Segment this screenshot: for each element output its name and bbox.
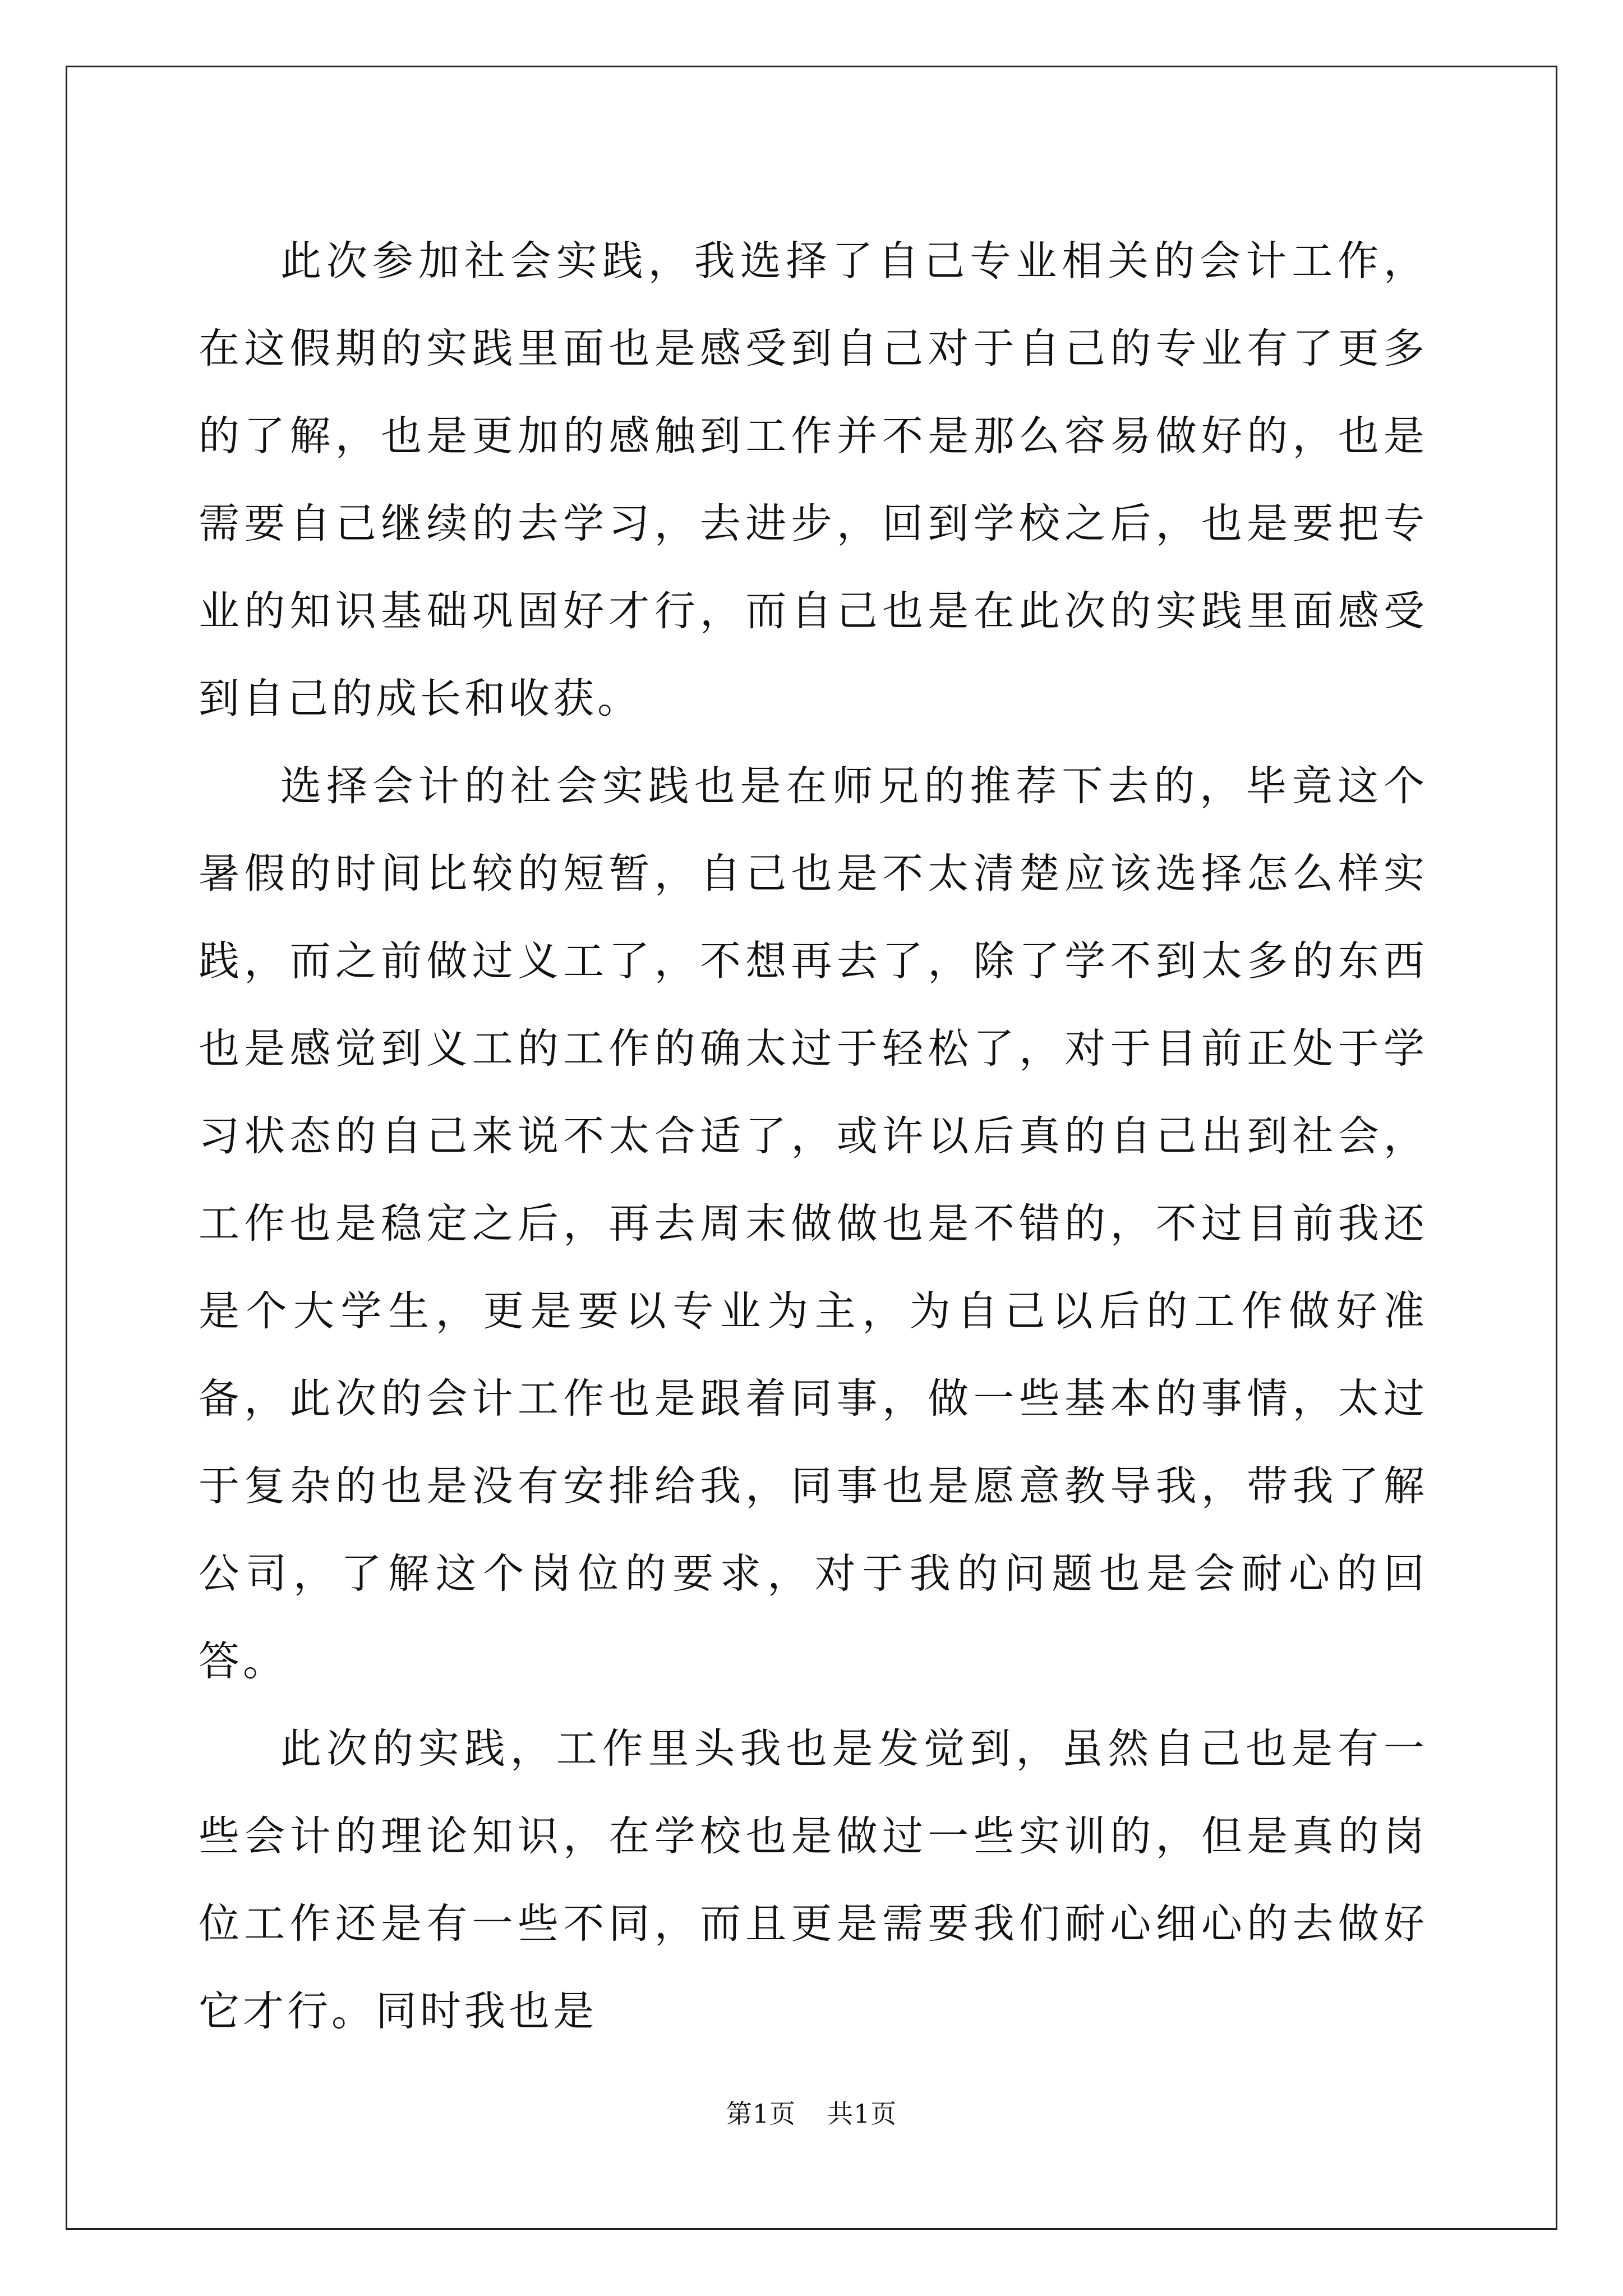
page-number-total: 共1页 <box>827 2099 897 2129</box>
paragraph-2: 选择会计的社会实践也是在师兄的推荐下去的，毕竟这个暑假的时间比较的短暂，自己也是不太清楚应该选择怎么样实践，而之前做过义工了，不想再去了，除了学不到太多的东西也是感觉到义工的工作的确太过于轻松了，对于目前正处于学习状态的自己来说不太合适了，或许以后真的自己出到社会，工作也是稳定之后，再去周末做做也是不错的，不过目前我还是个大学生，更是要以专业为主，为自己以后的工作做好准备，此次的会计工作也是跟着同事，做一些基本的事情，太过于复杂的也是没有安排给我，同事也是愿意教导我，带我了解公司，了解这个岗位的要求，对于我的问题也是会耐心的回答。 <box>199 762 1428 1685</box>
paragraph-3: 此次的实践，工作里头我也是发觉到，虽然自己也是有一些会计的理论知识，在学校也是做过一些实训的，但是真的岗位工作还是有一些不同，而且更是需要我们耐心细心的去做好它才行。同时我也是 <box>199 1725 1428 2035</box>
page-footer <box>0 2097 1623 2131</box>
paragraph-1: 此次参加社会实践，我选择了自己专业相关的会计工作，在这假期的实践里面也是感受到自己对于自己的专业有了更多的了解，也是更加的感触到工作并不是那么容易做好的，也是需要自己继续的去学习，去进步，回到学校之后，也是要把专业的知识基础巩固好才行，而自己也是在此次的实践里面感受到自己的成长和收获。 <box>199 237 1428 723</box>
document-body <box>199 218 1428 2055</box>
page-number-current: 第1页 <box>726 2099 796 2129</box>
